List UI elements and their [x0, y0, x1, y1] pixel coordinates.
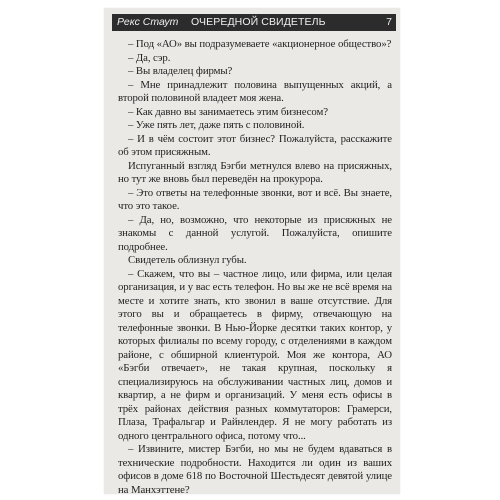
book-page	[104, 8, 400, 494]
paragraph: – Под «АО» вы подразумеваете «акционерное общество»?	[128, 38, 392, 50]
paragraph: – Уже пять лет, даже пять с половиной.	[128, 119, 305, 131]
paragraph: – Да, сэр.	[128, 51, 171, 64]
running-header	[112, 14, 396, 31]
paragraph: – Мне принадлежит половина выпущенных акций, а второй половиной владеет моя жена.	[118, 78, 392, 104]
page-number: 7	[386, 16, 392, 28]
page-body	[118, 38, 392, 494]
paragraph: – Извините, мистер Бэгби, но мы не будем вдаваться в технические подробности. Находится ли один из ваших офисов в доме 618 по Восточной Шестьдесят девятой улице на Манхэттене?	[118, 443, 392, 494]
paragraph: Свидетель облизнул губы.	[128, 254, 247, 266]
paragraph: – Это ответы на телефонные звонки, вот и всё. Вы знаете, что это такое.	[118, 186, 392, 212]
paragraph: – Да, но, возможно, что некоторые из присяжных не знакомы с данной услугой. Пожалуйста, опишите подробнее.	[118, 213, 392, 253]
paragraph: – И в чём состоит этот бизнес? Пожалуйста, расскажите об этом присяжным.	[118, 132, 392, 158]
paragraph: – Как давно вы занимаетесь этим бизнесом?	[128, 105, 328, 118]
paragraph: Испуганный взгляд Бэгби метнулся влево на присяжных, но тут же вновь был переведён на прокурора.	[118, 159, 392, 185]
header-title: ОЧЕРЕДНОЙ СВИДЕТЕЛЬ	[191, 16, 326, 28]
header-author: Рекс Стаут	[117, 16, 179, 28]
paragraph: – Скажем, что вы – частное лицо, или фирма, или целая организация, и у вас есть телефон. Но вы же не всё время на месте и хотите знать, кто звонил в ваше отсутствие. Для этого вы и обращаетесь в фирму, отвечающую на телефонные звонки. В Нью-Йорке десятки таких контор, у которых филиалы по всему городу, с отделениями в каждом районе, с обширной клиентурой. Моя же контора, АО «Бэгби отвечает», не такая крупная, поскольку я специализируюсь на обслуживании частных лиц, домов и квартир, а не фирм и организаций. У меня есть офисы в трёх районах действия разных коммутаторов: Грамерси, Плаза, Трафальгар и Райнлендер. Я не могу работать из одного центрального офиса, потому что...	[118, 267, 392, 442]
paragraph: – Вы владелец фирмы?	[128, 65, 233, 77]
